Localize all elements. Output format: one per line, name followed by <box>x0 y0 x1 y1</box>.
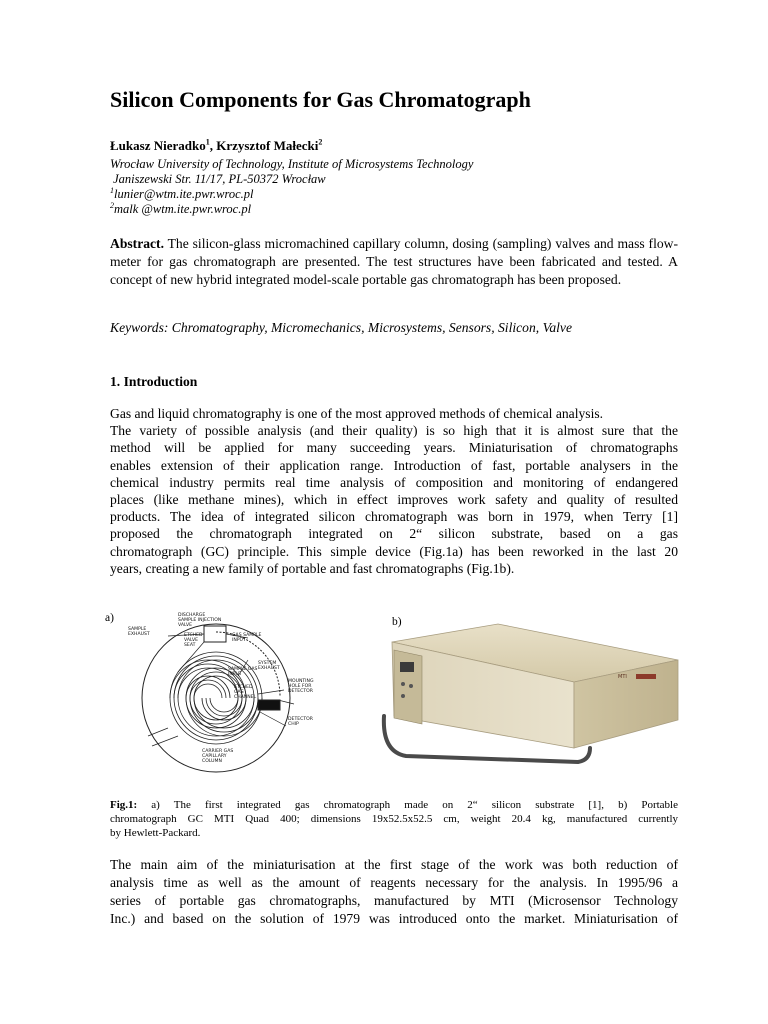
abstract-text: The silicon-glass micromachined capillary column, dosing (sampling) valves and mass flow-meter for gas chromatograph are presented. The test structures have been fabricated and tested. A concept of new hybrid integrated model-scale portable gas chromatograph has been proposed. <box>110 236 678 287</box>
diagram-label: SEAT <box>184 643 196 648</box>
text-line: chemical industry permits real time analysis of composition and monitoring of endangered <box>110 474 678 490</box>
portable-chromatograph-photo <box>378 620 682 768</box>
diagram-label: COLUMN <box>202 759 222 764</box>
section-heading: 1. Introduction <box>110 374 198 389</box>
diagram-label: HOLE FOR <box>288 684 312 689</box>
diagram-label: CHIP <box>288 722 299 727</box>
diagram-label: ETCHED <box>234 685 253 690</box>
author-email-2 <box>110 202 670 217</box>
diagram-label: EXHAUST <box>258 666 280 671</box>
text-line: years, creating a new family of portable and fast chromatographs (Fig.1b). <box>110 560 515 576</box>
diagram-label: CARRIER GAS <box>202 749 234 754</box>
diagram-label: DETECTOR <box>288 689 313 694</box>
diagram-label: VALVE <box>178 623 193 628</box>
panel-knob <box>401 694 405 698</box>
text-line: places (like methane mines), which in effect improves work safety and quality of resulted <box>110 492 678 508</box>
diagram-label: SAMPLE GAS <box>228 667 258 672</box>
text-line: series of portable gas chromatographs, manufactured by MTI (Microsensor Technology <box>110 893 678 908</box>
figure-label-a: a) <box>105 612 114 624</box>
integrated-chromatograph-diagram <box>108 608 330 776</box>
text-line: chromatograph (GC) principle. This simple device (Fig.1a) has been reworked in the last 20 <box>110 543 678 559</box>
text-line: The variety of possible analysis (and their quality) is so high that it is almost sure that the <box>110 423 678 439</box>
diagram-label: DISCHARGE <box>178 613 206 618</box>
caption-line: chromatograph GC MTI Quad 400; dimensions 19x52.5x52.5 cm, weight 20.4 kg, manufactured currently <box>110 813 678 825</box>
panel-knob <box>409 684 413 688</box>
author-separator: , <box>209 138 217 153</box>
diagram-label: INPUT <box>228 672 242 677</box>
abstract <box>110 235 678 289</box>
display-window <box>400 662 414 672</box>
text-line: method will be applied for many succeeding years. Miniaturisation of chromatographs <box>110 440 678 456</box>
diagram-label: SAMPLE INJECTION <box>178 618 222 623</box>
device-badge-text: MTI <box>618 674 627 680</box>
author-name: Krzysztof Małecki <box>216 138 319 153</box>
diagram-label: CAPILLARY <box>202 754 227 759</box>
diagram-label: DETECTOR <box>288 717 313 722</box>
diagram-label: MOUNTING <box>288 679 314 684</box>
affiliation-address: Janiszewski Str. 11/17, PL-50372 Wrocław <box>110 172 326 186</box>
diagram-label: VALVE <box>184 638 199 643</box>
caption-line: by Hewlett-Packard. <box>110 827 201 839</box>
caption-text: a) The first integrated gas chromatograph made on 2“ silicon substrate [1], b) Portable <box>137 799 678 811</box>
author-list <box>110 138 322 154</box>
diagram-label: SYSTEM <box>258 661 277 666</box>
diagram-label: INPUT <box>232 638 246 643</box>
panel-knob <box>401 682 405 686</box>
figure-caption <box>110 798 678 840</box>
author-affiliation-mark: 2 <box>318 137 323 147</box>
injection-valve <box>204 626 226 642</box>
text-line: The main aim of the miniaturisation at the first stage of the work was both reduction of <box>110 857 678 872</box>
diagram-label: ETCHED <box>184 633 203 638</box>
text-line: analysis time as well as the amount of reagents necessary for the analysis. In 1995/96 a <box>110 875 678 890</box>
detector-chip <box>258 700 280 710</box>
email-mark: 2 <box>110 200 114 210</box>
text-line: products. The idea of integrated silicon chromatograph was born in 1979, when Terry [1] <box>110 509 678 525</box>
author-affiliation-mark: 1 <box>205 137 210 147</box>
front-panel <box>394 650 422 724</box>
brand-strip <box>636 674 656 679</box>
text-line: enables extension of their application range. Introduction of fast, portable analysers in the <box>110 457 678 473</box>
text-line: Inc.) and based on the solution of 1979 was introduced onto the market. Miniaturisation of <box>110 911 678 926</box>
author-name: Łukasz Nieradko <box>110 138 206 153</box>
diagram-label: GAS <box>234 690 244 695</box>
figure-label-b: b) <box>392 616 402 628</box>
abstract-label: Abstract. <box>110 236 164 251</box>
diagram-label: EXHAUST <box>128 632 150 637</box>
email-address: lunier@wtm.ite.pwr.wroc.pl <box>114 187 254 201</box>
body-paragraph <box>110 856 678 928</box>
paper-title: Silicon Components for Gas Chromatograph <box>110 87 531 112</box>
email-address: malk @wtm.ite.pwr.wroc.pl <box>114 202 252 216</box>
keywords: Keywords: Chromatography, Micromechanics, Microsystems, Sensors, Silicon, Valve <box>110 320 572 335</box>
diagram-label: GAS SAMPLE <box>232 633 262 638</box>
text-line: proposed the chromatograph integrated on 2“ silicon substrate, based on a gas <box>110 526 678 542</box>
text-line: Gas and liquid chromatography is one of the most approved methods of chemical analysis. <box>110 406 604 421</box>
introduction-paragraph <box>110 405 678 577</box>
email-mark: 1 <box>110 185 114 195</box>
affiliation-institute: Wrocław University of Technology, Institute of Microsystems Technology <box>110 157 474 171</box>
diagram-label: SAMPLE <box>128 627 147 632</box>
caption-line <box>110 798 678 812</box>
author-email-1 <box>110 187 670 202</box>
diagram-label: CHANNEL <box>234 695 257 700</box>
caption-label: Fig.1: <box>110 799 138 811</box>
